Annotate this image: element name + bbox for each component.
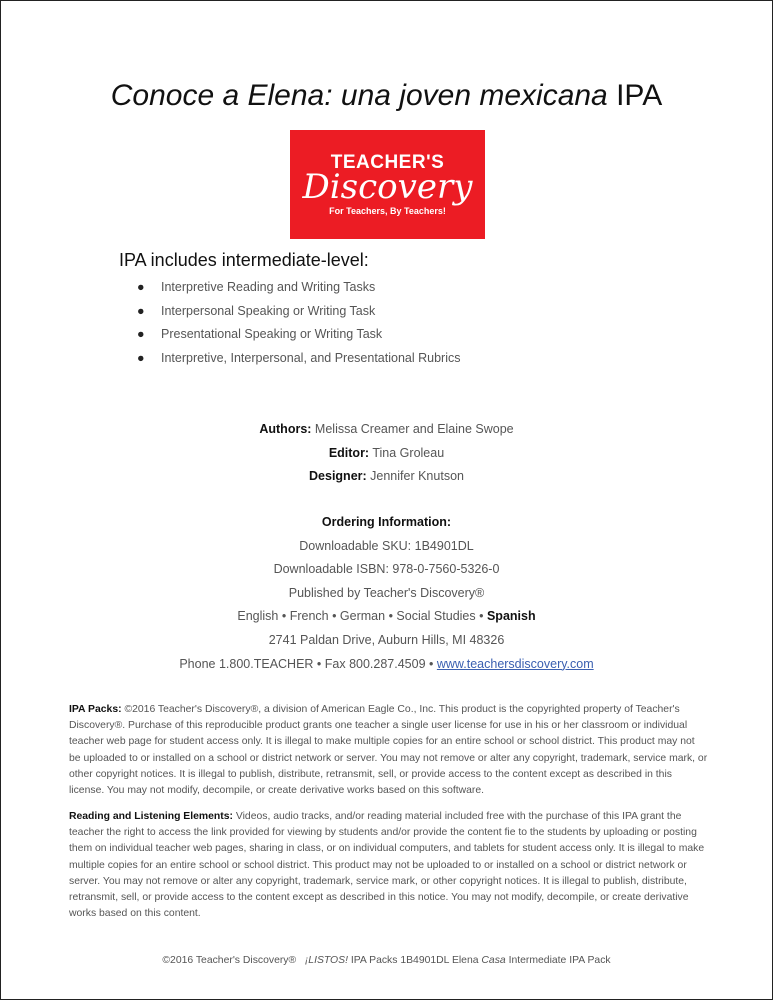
legal-text: Videos, audio tracks, and/or reading material included free with the purchase of this IPA grant the teacher the right to access the link provided for viewing by students and/or provide the content fie to the students by uploading or posting them on individual teacher web pages, sharing in class, or on individual computers, and tablets for student access only. It is illegal to make multiple copies for an entire school or school district. This product may not be uploaded to or installed on a school or district network or server. You may not remove or alter any copyright, trademark, service mark, or other copyright notices. It is illegal to publish, distribute, retransmit, sell, or provide access to the content except as described in this notice. You may not modify, decompile, or create derivative works based on this content. <box>69 811 705 920</box>
list-item-text: Interpersonal Speaking or Writing Task <box>161 303 376 318</box>
subjects <box>1 609 772 633</box>
credit-value: Jennifer Knutson <box>370 469 464 483</box>
legal-text: ©2016 Teacher's Discovery®, a division of American Eagle Co., Inc. This product is the copyrighted property of Teacher's Discovery®. Purchase of this reproducible product grants one teacher a single user license for use in his or her classroom or individual teacher web page for student access only. It is illegal to make multiple copies for an entire school or school district. This product may not be uploaded to or installed on a school or district network or server. You may not remove or alter any copyright, trademark, service mark, or other copyright notices. It is illegal to publish, distribute, retransmit, sell, or provide access to the content except as described in this license. You may not modify, decompile, or create derivative works based on this software. <box>69 704 708 797</box>
bullet-icon: ● <box>137 303 145 318</box>
subjects-list: English • French • German • Social Studies • <box>237 609 484 624</box>
footer-product: IPA Packs 1B4901DL Elena <box>350 955 479 966</box>
includes-list <box>137 280 460 374</box>
subject-spanish: Spanish <box>486 609 536 624</box>
credit-authors <box>1 422 772 446</box>
legal-label: IPA Packs: <box>69 704 122 715</box>
list-item <box>137 351 460 375</box>
bullet-icon: ● <box>137 350 145 365</box>
list-item-text: Presentational Speaking or Writing Task <box>161 327 383 341</box>
phone-fax: Phone 1.800.TEACHER • Fax 800.287.4509 • <box>179 656 434 671</box>
credit-label: Designer: <box>309 469 367 483</box>
footer-copyright: ©2016 Teacher's Discovery® <box>162 955 297 966</box>
page-title <box>1 79 772 113</box>
logo-line2: Discovery <box>302 167 473 207</box>
credit-label: Editor: <box>328 445 370 460</box>
logo-tagline: For Teachers, By Teachers! <box>329 206 446 216</box>
sku: Downloadable SKU: 1B4901DL <box>299 538 474 553</box>
logo-line1: TEACHER'S <box>330 152 445 173</box>
ordering-info <box>1 515 772 680</box>
list-item-text: Interpretive Reading and Writing Tasks <box>161 280 376 294</box>
footer-pack: Intermediate IPA Pack <box>508 955 611 966</box>
contact <box>1 657 772 681</box>
credit-value: Melissa Creamer and Elaine Swope <box>314 422 514 436</box>
credits <box>1 422 772 493</box>
list-item <box>137 280 460 304</box>
isbn: Downloadable ISBN: 978-0-7560-5326-0 <box>273 562 500 577</box>
publisher: Published by Teacher's Discovery® <box>288 585 485 600</box>
list-item <box>137 304 460 328</box>
legal-label: Reading and Listening Elements: <box>69 811 233 822</box>
bullet-icon: ● <box>137 280 145 294</box>
list-item <box>137 327 460 351</box>
legal-ipa-packs <box>69 702 709 799</box>
website-link[interactable]: www.teachersdiscovery.com <box>436 656 594 671</box>
title-italic: Conoce a Elena: una joven mexicana <box>110 79 608 112</box>
credit-editor <box>1 446 772 470</box>
title-suffix: IPA <box>616 79 663 112</box>
credit-designer <box>1 469 772 493</box>
address: 2741 Paldan Drive, Auburn Hills, MI 48326 <box>268 632 505 647</box>
page-footer <box>1 955 772 966</box>
bullet-icon: ● <box>137 327 145 341</box>
includes-heading: IPA includes intermediate-level: <box>119 250 369 270</box>
legal-reading-listening <box>69 809 709 922</box>
teachers-discovery-logo <box>290 130 485 239</box>
footer-series: ¡LISTOS! <box>304 955 348 966</box>
credit-label: Authors: <box>259 422 312 436</box>
footer-italic: Casa <box>481 955 506 966</box>
credit-value: Tina Groleau <box>372 445 445 460</box>
ordering-heading: Ordering Information: <box>321 515 452 529</box>
list-item-text: Interpretive, Interpersonal, and Presentational Rubrics <box>161 350 461 365</box>
